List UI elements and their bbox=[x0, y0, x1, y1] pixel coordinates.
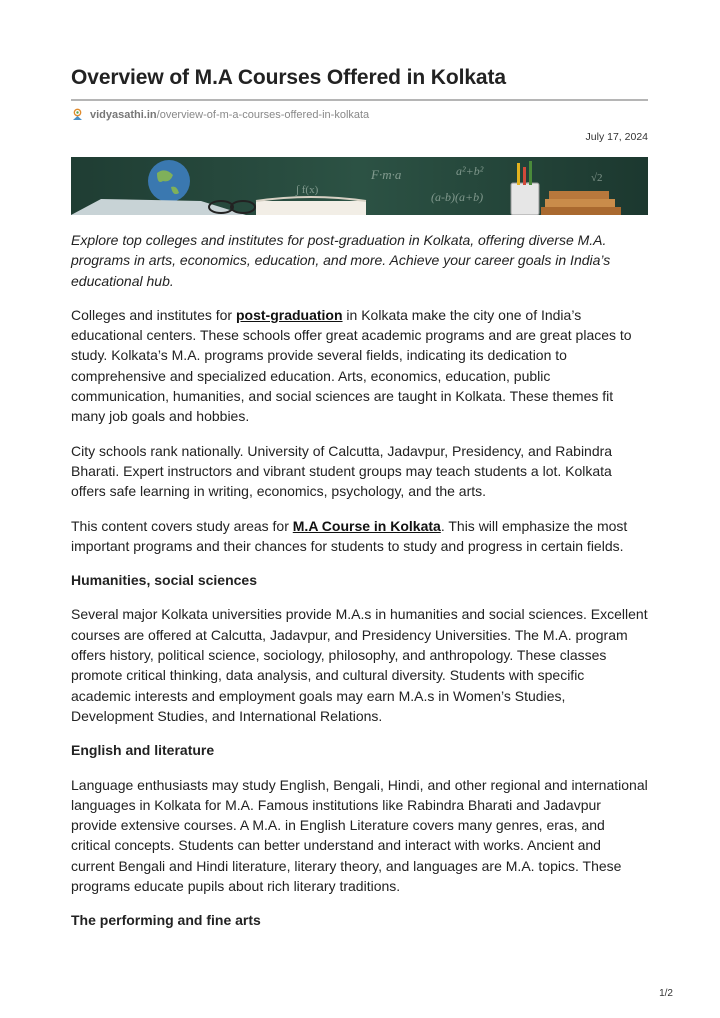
paragraph-text: Colleges and institutes for bbox=[71, 306, 236, 323]
section-heading: English and literature bbox=[71, 742, 215, 759]
svg-text:(a-b)(a+b): (a-b)(a+b) bbox=[431, 190, 484, 204]
paragraph: Language enthusiasts may study English, Bengali, Hindi, and other regional and international languages in Kolkata for M.A. Famous institutions like Rabindra Bharati and Jadavpur provide extensive courses. A M.A. in English Literature covers many genres, eras, and critical concepts. Students can better understand and interact with works. Ancient and current Bengali and Hindi literature, literary theory, and languages are M.A. topics. These programs educate pupils about rich literary traditions. bbox=[71, 776, 648, 895]
article-lead: Explore top colleges and institutes for post-graduation in Kolkata, offering diverse M.A. programs in arts, economics, education, and more. Achieve your career goals in India’s educational hub. bbox=[71, 232, 611, 289]
ma-course-kolkata-link[interactable]: M.A Course in Kolkata bbox=[292, 517, 441, 534]
page-number: 1/2 bbox=[659, 988, 673, 999]
classroom-banner-image bbox=[71, 157, 648, 215]
site-logo-icon bbox=[71, 108, 84, 121]
page-title: Overview of M.A Courses Offered in Kolkata bbox=[71, 66, 506, 89]
post-graduation-link[interactable]: post-graduation bbox=[235, 306, 343, 323]
paragraph: Several major Kolkata universities provide M.A.s in humanities and social sciences. Excellent courses are offered at Calcutta, Jadavpur, and Presidency Universities. The M.A. program offers history, political science, sociology, philosophy, and anthropology. These classes promote critical thinking, data analysis, and cultural diversity. Students with specific academic interests and employment goals may earn M.A.s in Women’s Studies, Development Studies, and International Relations. bbox=[71, 606, 648, 724]
article-body bbox=[71, 230, 648, 945]
paragraph bbox=[71, 516, 648, 557]
svg-text:∫ f(x): ∫ f(x) bbox=[296, 184, 319, 196]
paragraph: City schools rank nationally. University of Calcutta, Jadavpur, Presidency, and Rabindra Bharati. Expert instructors and vibrant student groups may teach students a lot. Kolkata offers safe learning in writing, economics, psychology, and the arts. bbox=[71, 442, 613, 500]
section-heading: Humanities, social sciences bbox=[71, 572, 257, 589]
source-path[interactable]: /overview-of-m-a-courses-offered-in-kolkata bbox=[156, 108, 370, 121]
paragraph-text: . This will emphasize the most important programs and their chances for students to study and progress in certain fields. bbox=[71, 517, 628, 554]
paragraph-text: This content covers study areas for bbox=[71, 517, 293, 534]
title-divider bbox=[71, 99, 648, 101]
publish-date: July 17, 2024 bbox=[585, 131, 648, 143]
paragraph bbox=[71, 305, 648, 427]
paragraph-text: in Kolkata make the city one of India’s educational centers. These schools offer great academic programs and are great places to study. Kolkata’s M.A. programs provide several fields, indicating its dedication to comprehensive and specialized education. Arts, economics, education, public communication, humanities, and social sciences are taught in Kolkata. These themes fit many job goals and hobbies. bbox=[71, 306, 632, 425]
section-heading: The performing and fine arts bbox=[71, 912, 261, 929]
source-line[interactable] bbox=[71, 108, 369, 121]
source-domain[interactable]: vidyasathi.in bbox=[90, 108, 157, 121]
svg-text:a²+b²: a²+b² bbox=[456, 164, 484, 178]
svg-text:F·m·a: F·m·a bbox=[371, 167, 402, 182]
svg-text:√2: √2 bbox=[591, 172, 603, 184]
